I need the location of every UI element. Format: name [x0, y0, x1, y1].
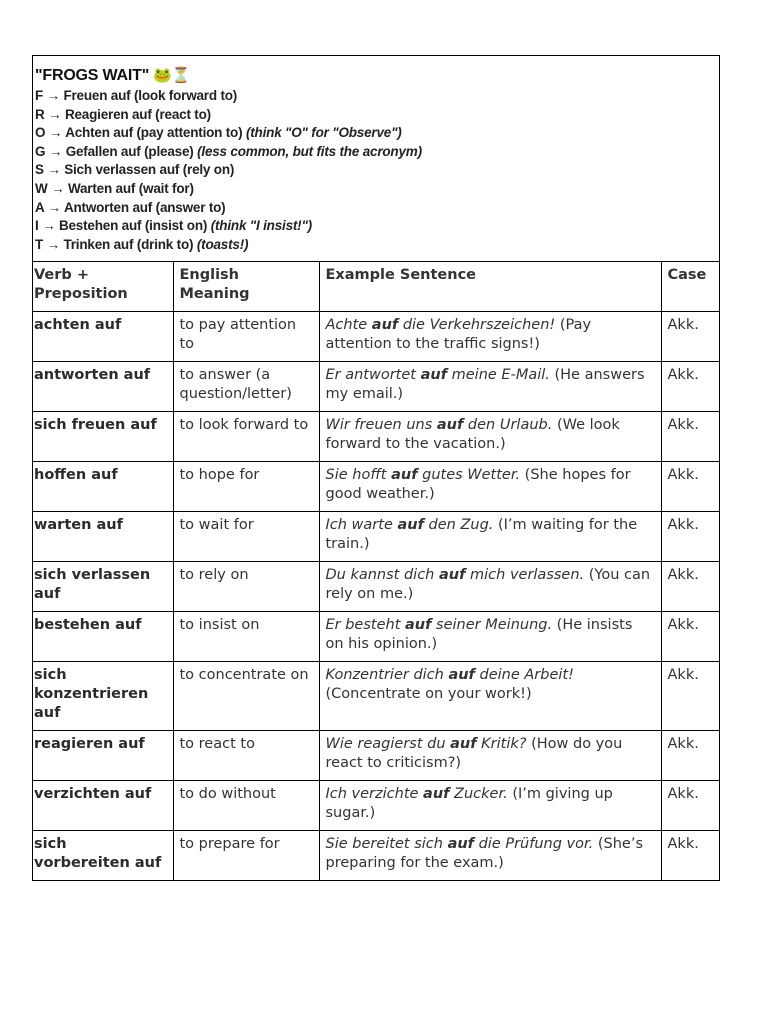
mnemonic-line-note: (toasts!): [196, 236, 249, 252]
example-cell: [319, 312, 661, 362]
german-sentence: [326, 836, 594, 852]
english-translation: (We look forward to the vacation.): [325, 417, 620, 453]
german-text-before: Sie hofft: [325, 467, 392, 484]
example-cell: [319, 612, 661, 662]
meaning-cell: to rely on: [173, 562, 319, 612]
header-example-sentence: Example Sentence: [319, 262, 661, 312]
german-sentence: [326, 617, 553, 633]
german-text-before: Achte: [325, 317, 372, 334]
english-translation: (How do you react to criticism?): [325, 736, 623, 772]
case-cell: Akk.: [661, 562, 719, 612]
german-text-before: Wie reagierst du: [325, 736, 451, 753]
case-cell: Akk.: [661, 512, 719, 562]
english-translation: (Concentrate on your work!): [325, 686, 532, 703]
german-text-after: meine E-Mail.: [447, 367, 550, 384]
case-cell: Akk.: [661, 412, 719, 462]
german-text-before: Er besteht: [325, 617, 406, 634]
verb-cell: hoffen auf: [33, 462, 173, 512]
table-header-row: [33, 262, 719, 312]
german-text-after: gutes Wetter.: [417, 467, 521, 484]
table-row: [33, 612, 719, 662]
mnemonic-lines: [35, 87, 713, 254]
german-text-after: mich verlassen.: [465, 567, 585, 584]
preposition-highlight: auf: [447, 836, 474, 853]
german-text-before: Sie bereitet sich: [325, 836, 448, 853]
mnemonic-line-text: F → Freuen auf (look forward to): [35, 88, 238, 103]
german-text-before: Du kannst dich: [325, 567, 439, 584]
preposition-highlight: auf: [450, 736, 477, 753]
meaning-cell: to react to: [173, 731, 319, 781]
case-cell: Akk.: [661, 781, 719, 831]
verb-cell: sich freuen auf: [33, 412, 173, 462]
german-sentence: [326, 517, 494, 533]
verb-cell: warten auf: [33, 512, 173, 562]
english-translation: (I’m waiting for the train.): [325, 517, 638, 553]
preposition-highlight: auf: [391, 467, 418, 484]
table-row: [33, 831, 719, 881]
case-cell: Akk.: [661, 362, 719, 412]
mnemonic-line-note: (less common, but fits the acronym): [197, 143, 422, 159]
meaning-cell: to hope for: [173, 462, 319, 512]
meaning-cell: to pay attention to: [173, 312, 319, 362]
verb-cell: bestehen auf: [33, 612, 173, 662]
english-translation: (He insists on his opinion.): [325, 617, 633, 653]
english-translation: (I’m giving up sugar.): [325, 786, 613, 822]
german-text-after: Zucker.: [449, 786, 508, 803]
verb-cell: sich vorbereiten auf: [33, 831, 173, 881]
table-row: [33, 731, 719, 781]
case-cell: Akk.: [661, 831, 719, 881]
verb-cell: sich konzentrieren auf: [33, 662, 173, 731]
mnemonic-line-text: I → Bestehen auf (insist on): [35, 218, 211, 234]
german-sentence: [326, 367, 550, 383]
german-text-after: den Urlaub.: [463, 417, 553, 434]
mnemonic-line: [35, 143, 713, 162]
mnemonic-line-text: S → Sich verlassen auf (rely on): [35, 162, 235, 178]
verb-cell: sich verlassen auf: [33, 562, 173, 612]
mnemonic-title-text: "FROGS WAIT": [35, 67, 150, 84]
english-translation: (You can rely on me.): [325, 567, 651, 603]
example-cell: [319, 662, 661, 731]
german-text-after: deine Arbeit!: [474, 667, 574, 684]
preposition-highlight: auf: [405, 617, 432, 634]
verb-cell: antworten auf: [33, 362, 173, 412]
verb-preposition-table: [33, 262, 719, 880]
mnemonic-line: [35, 236, 713, 255]
preposition-highlight: auf: [397, 517, 424, 534]
english-translation: (He answers my email.): [325, 367, 645, 403]
case-cell: Akk.: [661, 462, 719, 512]
mnemonic-line-text: O → Achten auf (pay attention to): [35, 125, 246, 141]
meaning-cell: to look forward to: [173, 412, 319, 462]
meaning-cell: to concentrate on: [173, 662, 319, 731]
table-row: [33, 362, 719, 412]
case-cell: Akk.: [661, 731, 719, 781]
german-text-after: die Verkehrszeichen!: [398, 317, 556, 334]
example-cell: [319, 462, 661, 512]
german-sentence: [326, 467, 521, 483]
german-text-before: Konzentrier dich: [325, 667, 449, 684]
meaning-cell: to insist on: [173, 612, 319, 662]
english-translation: (She hopes for good weather.): [325, 467, 631, 503]
example-cell: [319, 781, 661, 831]
meaning-cell: to answer (a question/letter): [173, 362, 319, 412]
verb-cell: verzichten auf: [33, 781, 173, 831]
case-cell: Akk.: [661, 612, 719, 662]
german-text-before: Er antwortet: [325, 367, 421, 384]
german-sentence: [326, 736, 527, 752]
mnemonic-line-note: (think "I insist!"): [210, 218, 312, 234]
document-sheet: [32, 55, 720, 881]
english-translation: (Pay attention to the traffic signs!): [325, 317, 592, 353]
german-text-after: die Prüfung vor.: [473, 836, 594, 853]
mnemonic-box: [33, 56, 719, 262]
verb-cell: achten auf: [33, 312, 173, 362]
mnemonic-line: [35, 217, 713, 236]
mnemonic-line-text: T → Trinken auf (drink to): [35, 236, 197, 252]
german-text-before: Wir freuen uns: [325, 417, 437, 434]
example-cell: [319, 731, 661, 781]
preposition-highlight: auf: [371, 317, 399, 334]
german-text-after: den Zug.: [423, 517, 494, 534]
frog-hourglass-emoji: 🐸⏳: [153, 66, 191, 84]
german-sentence: [326, 567, 585, 583]
example-cell: [319, 512, 661, 562]
table-row: [33, 512, 719, 562]
header-verb-preposition: Verb + Preposition: [33, 262, 173, 312]
german-sentence: [326, 786, 508, 802]
preposition-highlight: auf: [438, 567, 466, 584]
example-cell: [319, 562, 661, 612]
table-row: [33, 662, 719, 731]
mnemonic-line: [35, 180, 713, 199]
german-text-after: Kritik?: [476, 736, 527, 753]
meaning-cell: to prepare for: [173, 831, 319, 881]
mnemonic-line: [35, 199, 713, 218]
verb-cell: reagieren auf: [33, 731, 173, 781]
mnemonic-title: [35, 64, 713, 87]
header-english-meaning: English Meaning: [173, 262, 319, 312]
mnemonic-line-text: A → Antworten auf (answer to): [35, 199, 226, 215]
preposition-highlight: auf: [436, 417, 464, 434]
mnemonic-line-text: R → Reagieren auf (react to): [35, 106, 211, 122]
table-row: [33, 412, 719, 462]
english-translation: (She’s preparing for the exam.): [325, 836, 643, 872]
header-case: Case: [661, 262, 719, 312]
preposition-highlight: auf: [423, 786, 450, 803]
german-text-after: seiner Meinung.: [431, 617, 553, 634]
german-text-before: Ich verzichte: [325, 786, 424, 803]
table-row: [33, 462, 719, 512]
mnemonic-line-text: W → Warten auf (wait for): [35, 180, 194, 196]
meaning-cell: to wait for: [173, 512, 319, 562]
german-sentence: [326, 417, 553, 433]
german-text-before: Ich warte: [325, 517, 398, 534]
german-sentence: [326, 317, 556, 333]
mnemonic-line: [35, 87, 713, 106]
mnemonic-line-text: G → Gefallen auf (please): [35, 143, 198, 159]
table-body: [33, 312, 719, 881]
example-cell: [319, 412, 661, 462]
case-cell: Akk.: [661, 662, 719, 731]
mnemonic-line: [35, 124, 713, 143]
table-row: [33, 312, 719, 362]
mnemonic-line-note: (think "O" for "Observe"): [245, 125, 402, 141]
example-cell: [319, 362, 661, 412]
preposition-highlight: auf: [448, 667, 475, 684]
german-sentence: [326, 667, 574, 683]
mnemonic-line: [35, 161, 713, 180]
meaning-cell: to do without: [173, 781, 319, 831]
example-cell: [319, 831, 661, 881]
table-row: [33, 781, 719, 831]
case-cell: Akk.: [661, 312, 719, 362]
preposition-highlight: auf: [420, 367, 448, 384]
mnemonic-line: [35, 106, 713, 125]
table-row: [33, 562, 719, 612]
